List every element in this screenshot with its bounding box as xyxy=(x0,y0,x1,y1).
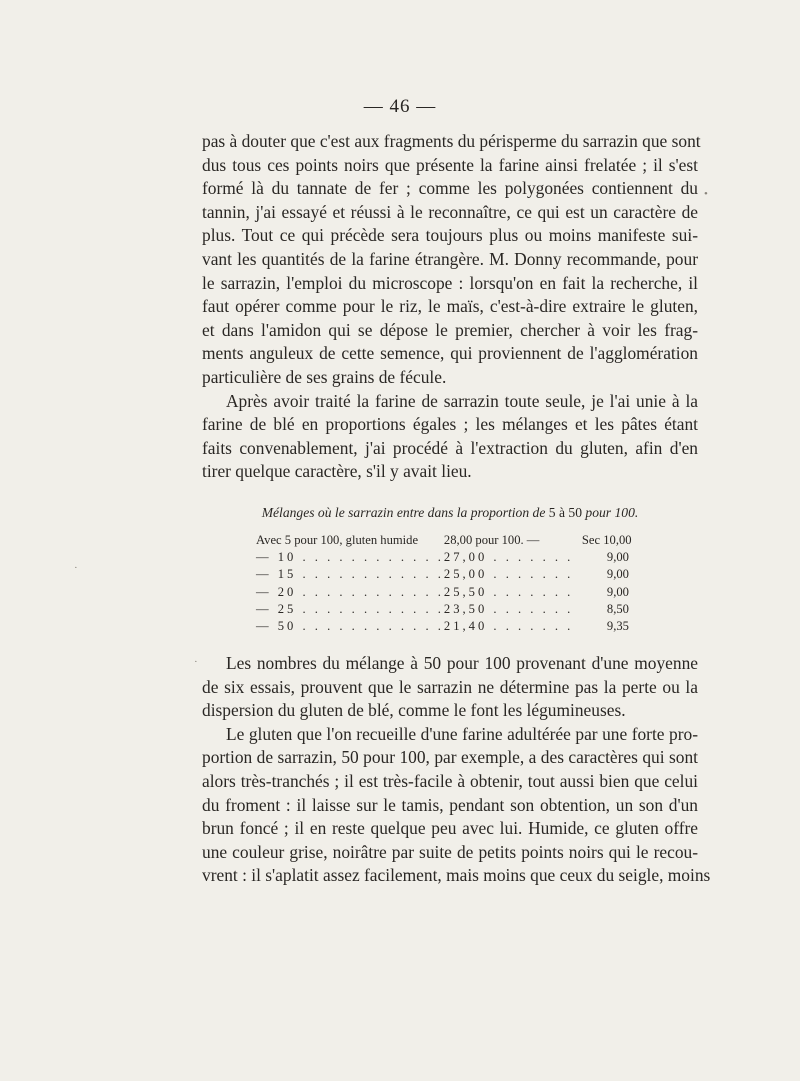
sec-cell: 9,00 xyxy=(606,550,629,565)
gluten-cell: 28,00 pour 100. — xyxy=(443,533,540,548)
text-line: de six essais, prouvent que le sarrazin ne détermine pas la perte ou la xyxy=(202,676,698,697)
table-row xyxy=(256,549,667,566)
body-text-upper xyxy=(202,130,701,484)
paragraph-4 xyxy=(202,723,711,888)
text-line: Le gluten que l'on recueille d'une farine adultérée par une forte pro- xyxy=(226,723,698,744)
mix-cell: — 15 . . . . . . . . . . . . xyxy=(256,567,444,582)
text-line: alors très-tranchés ; il est très-facile à obtenir, tout aussi bien que celui xyxy=(202,770,698,791)
text-line: pas à douter que c'est aux fragments du périsperme du sarrazin que sont xyxy=(202,131,701,151)
text-line: dispersion du gluten de blé, comme le font les légumineuses. xyxy=(202,700,626,721)
table-row xyxy=(256,532,667,549)
paragraph-3 xyxy=(202,652,698,723)
paper-speck: · xyxy=(74,562,78,574)
caption-prefix: Mélanges où le sarrazin entre dans la proportion de xyxy=(261,505,549,520)
text-line: portion de sarrazin, 50 pour 100, par exemple, a des caractères qui sont xyxy=(202,747,698,768)
text-line: ments anguleux de cette semence, qui proviennent de l'agglomération xyxy=(202,343,698,364)
sec-cell: 9,00 xyxy=(606,584,629,599)
text-line: dus tous ces points noirs que présente la farine ainsi frelatée ; il s'est xyxy=(202,154,698,175)
sec-cell: Sec 10,00 xyxy=(581,533,632,548)
table-row xyxy=(256,566,667,583)
gluten-cell: 27,00 . . . . . . . xyxy=(443,550,574,565)
text-line: formé là du tannate de fer ; comme les polygonées contiennent du xyxy=(202,178,698,199)
text-line: une couleur grise, noirâtre par suite de petits points noirs qui le recou- xyxy=(202,841,698,862)
paragraph-2 xyxy=(202,390,698,484)
text-line: particulière de ses grains de fécule. xyxy=(202,366,447,387)
mix-cell: — 10 . . . . . . . . . . . . xyxy=(256,550,444,565)
text-line: faits convenablement, j'ai procédé à l'extraction du gluten, afin d'en xyxy=(202,437,698,458)
table-row xyxy=(256,584,667,601)
paper-speck: · xyxy=(194,656,198,668)
mix-cell: — 50 . . . . . . . . . . . . xyxy=(256,619,444,634)
paragraph-1 xyxy=(202,130,701,390)
caption-range: 5 à 50 xyxy=(548,505,583,520)
gluten-cell: 25,00 . . . . . . . xyxy=(443,567,574,582)
mix-cell: — 20 . . . . . . . . . . . . xyxy=(256,584,444,599)
text-line: faut opérer comme pour le riz, le maïs, c'est-à-dire extraire le gluten, xyxy=(202,296,698,317)
sec-cell: 9,35 xyxy=(606,619,629,634)
table-caption xyxy=(202,505,698,521)
sec-cell: 9,00 xyxy=(606,567,629,582)
caption-suffix: pour 100. xyxy=(582,505,639,520)
gluten-cell: 25,50 . . . . . . . xyxy=(443,584,574,599)
paper-speck: • xyxy=(704,188,708,200)
gluten-table xyxy=(256,532,667,635)
text-line: vant les quantités de la farine étrangère. M. Donny recommande, pour xyxy=(202,248,698,269)
text-line: le sarrazin, l'emploi du microscope : lorsqu'on en fait la recherche, il xyxy=(202,272,698,293)
text-line: farine de blé en proportions égales ; les mélanges et les pâtes étant xyxy=(202,414,698,435)
page-number: — 46 — xyxy=(363,96,437,117)
table-row xyxy=(256,618,667,635)
sec-cell: 8,50 xyxy=(606,601,629,616)
gluten-cell: 23,50 . . . . . . . xyxy=(443,601,574,616)
mix-cell: Avec 5 pour 100, gluten humide xyxy=(256,533,419,548)
text-line: plus. Tout ce qui précède sera toujours plus ou moins manifeste sui- xyxy=(202,225,698,246)
text-line: tirer quelque caractère, s'il y avait lieu. xyxy=(202,461,472,482)
text-line: Après avoir traité la farine de sarrazin toute seule, je l'ai unie à la xyxy=(226,390,698,411)
mix-cell: — 25 . . . . . . . . . . . . xyxy=(256,601,444,616)
body-text-lower xyxy=(202,652,711,888)
text-line: Les nombres du mélange à 50 pour 100 provenant d'une moyenne xyxy=(226,653,698,673)
table-row xyxy=(256,601,667,618)
text-line: du froment : il laisse sur le tamis, pendant son obtention, un son d'un xyxy=(202,794,698,815)
text-line: et dans l'amidon qui se dépose le premier, chercher à voir les frag- xyxy=(202,319,698,340)
text-line: tannin, j'ai essayé et réussi à le reconnaître, ce qui est un caractère de xyxy=(202,201,698,222)
text-line: vrent : il s'aplatit assez facilement, mais moins que ceux du seigle, moins xyxy=(202,865,711,886)
gluten-cell: 21,40 . . . . . . . xyxy=(443,619,574,634)
text-line: brun foncé ; il en reste quelque peu avec lui. Humide, ce gluten offre xyxy=(202,818,698,839)
